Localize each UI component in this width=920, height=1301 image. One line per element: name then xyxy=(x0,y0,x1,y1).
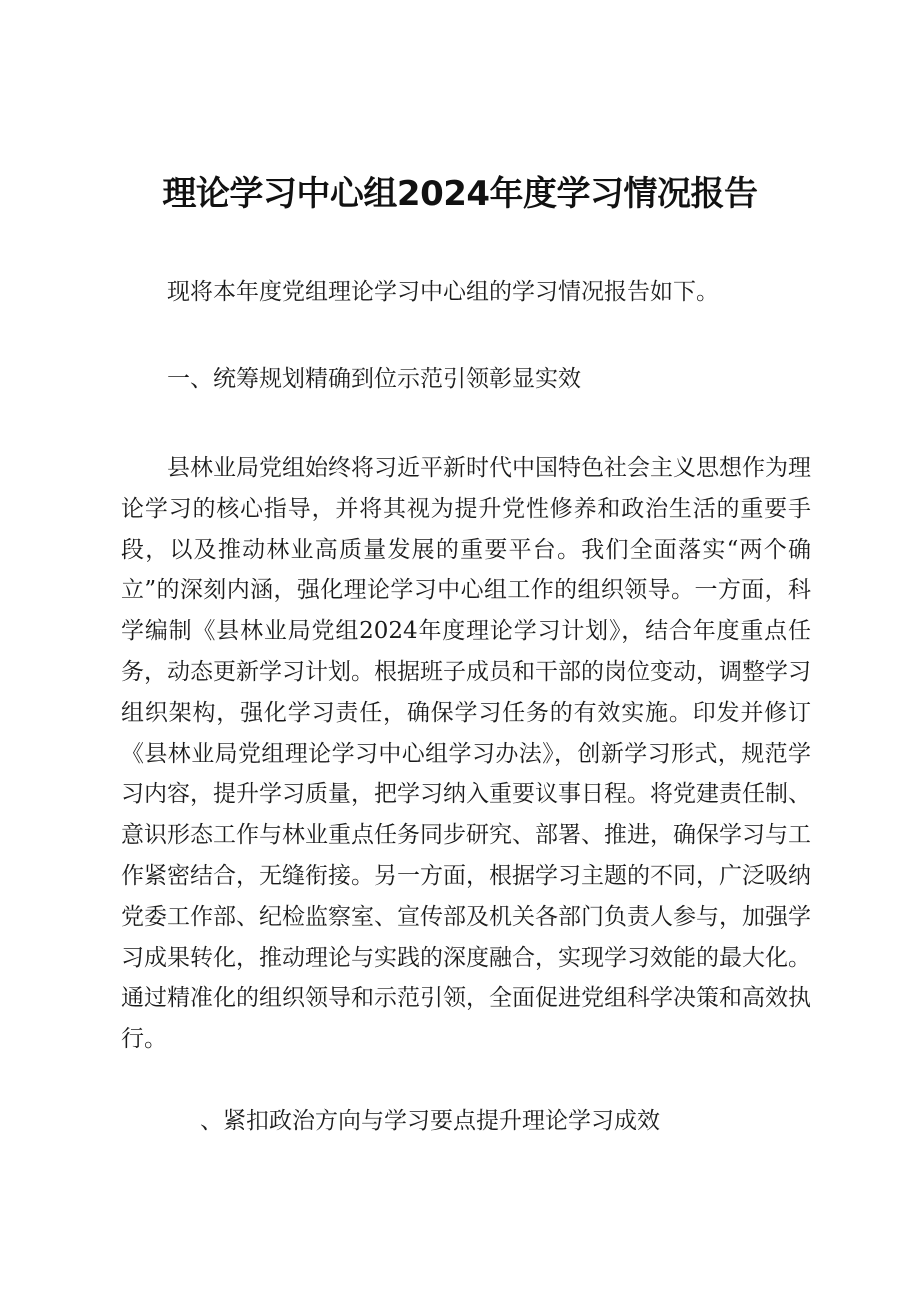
section-1-body: 县林业局党组始终将习近平新时代中国特色社会主义思想作为理论学习的核心指导，并将其视为提升党性修养和政治生活的重要手段，以及推动林业高质量发展的重要平台。我们全面落实“两个确立”的深刻内涵，强化理论学习中心组工作的组织领导。一方面，科学编制《县林业局党组2024年度理论学习计划》，结合年度重点任务，动态更新学习计划。根据班子成员和干部的岗位变动，调整学习组织架构，强化学习责任，确保学习任务的有效实施。印发并修订《县林业局党组理论学习中心组学习办法》，创新学习形式，规范学习内容，提升学习质量，把学习纳入重要议事日程。将党建责任制、意识形态工作与林业重点任务同步研究、部署、推进，确保学习与工作紧密结合，无缝衔接。另一方面，根据学习主题的不同，广泛吸纳党委工作部、纪检监察室、宣传部及机关各部门负责人参与，加强学习成果转化，推动理论与实践的深度融合，实现学习效能的最大化。通过精准化的组织领导和示范引领，全面促进党组科学决策和高效执行。 xyxy=(121,455,811,1053)
section-2-heading: 、紧扣政治方向与学习要点提升理论学习成效 xyxy=(200,1108,660,1134)
section-1-heading: 一、统筹规划精确到位示范引领彰显实效 xyxy=(167,366,581,392)
document-title: 理论学习中心组2024年度学习情况报告 xyxy=(162,174,758,214)
intro-paragraph: 现将本年度党组理论学习中心组的学习情况报告如下。 xyxy=(167,279,719,305)
